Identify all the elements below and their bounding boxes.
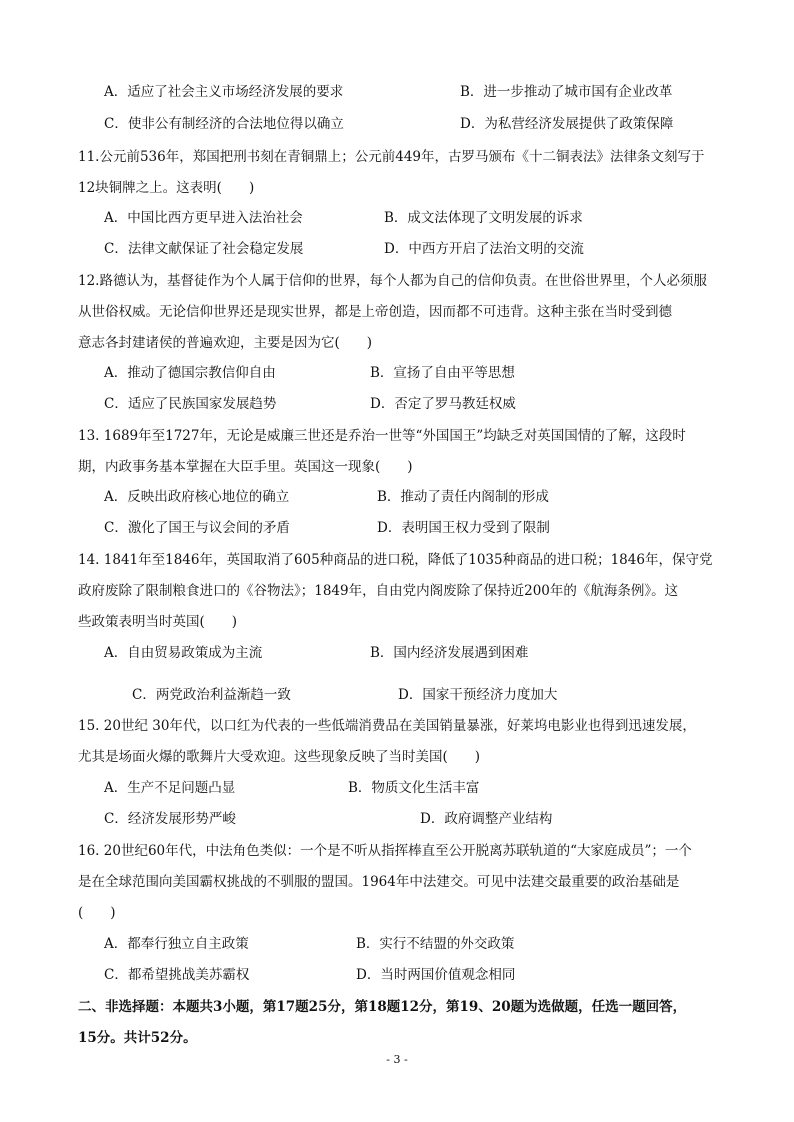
q13-option-b: B．推动了责任内阁制的形成 — [377, 489, 549, 505]
section-heading-line-1: 二、非选择题：本题共3小题，第17题25分，第18题12分，第19、20题为选做题，任选一题回答， — [78, 999, 687, 1015]
q11-option-c: C．法律文献保证了社会稳定发展 — [104, 241, 304, 257]
q16-stem-line-2: 是在全球范围向美国霸权挑战的不驯服的盟国。1964年中法建交。可见中法建交最重要的政治基础是 — [78, 874, 680, 890]
q12-stem-line-3: 意志各封建诸侯的普遍欢迎，主要是因为它( ) — [78, 335, 373, 351]
q15-option-b: B．物质文化生活丰富 — [348, 780, 480, 796]
q16-option-d: D．当时两国价值观念相同 — [356, 967, 516, 983]
q12-stem-line-2: 从世俗权威。无论信仰世界还是现实世界，都是上帝创造，因而都不可违背。这种主张在当时受到德 — [78, 304, 672, 320]
q13-option-d: D．表明国王权力受到了限制 — [377, 520, 550, 536]
q12-option-b: B．宣扬了自由平等思想 — [370, 365, 515, 381]
q13-option-c: C．激化了国王与议会间的矛盾 — [104, 520, 290, 536]
q15-stem-line-1: 15. 20世纪 30年代，以口红为代表的一些低端消费品在美国销量暴涨，好莱坞电影业也得到迅速发展， — [78, 718, 696, 734]
q14-stem-line-1: 14. 1841年至1846年，英国取消了605种商品的进口税，降低了1035种商品的进口税；1846年，保守党 — [78, 552, 713, 568]
q14-stem-line-2: 政府废除了限制粮食进口的《谷物法》；1849年，自由党内阁废除了保持近200年的《航海条例》。这 — [78, 583, 679, 599]
q15-stem-line-2: 尤其是场面火爆的歌舞片大受欢迎。这些现象反映了当时美国( ) — [78, 749, 481, 765]
q12-option-d: D．否定了罗马教廷权威 — [370, 396, 516, 412]
q16-option-a: A．都奉行独立自主政策 — [104, 936, 249, 952]
q15-option-c: C．经济发展形势严峻 — [104, 811, 236, 827]
q12-option-a: A．推动了德国宗教信仰自由 — [104, 365, 276, 381]
q10-option-c: C．使非公有制经济的合法地位得以确立 — [104, 116, 344, 132]
section-heading-line-2: 15分。共计52分。 — [78, 1030, 197, 1046]
q12-option-c: C．适应了民族国家发展趋势 — [104, 396, 277, 412]
q13-stem-line-1: 13. 1689年至1727年，无论是威廉三世还是乔治一世等“外国国王”均缺乏对英国国情的了解，这段时 — [78, 428, 686, 444]
q14-stem-line-3: 些政策表明当时英国( ) — [78, 614, 238, 630]
q16-stem-line-1: 16. 20世纪60年代，中法角色类似：一个是不听从指挥棒直至公开脱离苏联轨道的“大家庭成员”；一个 — [78, 843, 692, 859]
q10-option-d: D．为私营经济发展提供了政策保障 — [460, 116, 674, 132]
q16-option-c: C．都希望挑战美苏霸权 — [104, 967, 250, 983]
q14-option-b: B．国内经济发展遇到困难 — [370, 645, 529, 661]
q11-stem-line-1: 11.公元前536年，郑国把刑书刻在青铜鼎上；公元前449年，古罗马颁布《十二铜表法》法律条文刻写于 — [78, 149, 705, 165]
q11-option-b: B．成文法体现了文明发展的诉求 — [384, 210, 583, 226]
q15-option-a: A．生产不足问题凸显 — [104, 780, 236, 796]
q16-option-b: B．实行不结盟的外交政策 — [356, 936, 515, 952]
q13-option-a: A．反映出政府核心地位的确立 — [104, 489, 290, 505]
q16-stem-line-3: ( ) — [78, 905, 116, 921]
q15-option-d: D．政府调整产业结构 — [420, 811, 553, 827]
q14-option-a: A．自由贸易政策成为主流 — [104, 645, 263, 661]
q14-option-d: D．国家干预经济力度加大 — [398, 687, 558, 703]
q12-stem-line-1: 12.路德认为，基督徒作为个人属于信仰的世界，每个人都为自己的信仰负责。在世俗世界里，个人必须服 — [78, 273, 707, 289]
q13-stem-line-2: 期，内政事务基本掌握在大臣手里。英国这一现象( ) — [78, 459, 413, 475]
q10-option-b: B．进一步推动了城市国有企业改革 — [460, 84, 673, 100]
q10-option-a: A．适应了社会主义市场经济发展的要求 — [104, 84, 344, 100]
q14-option-c: C．两党政治利益渐趋一致 — [132, 687, 291, 703]
page-number: - 3 - — [386, 1053, 408, 1066]
q11-option-a: A．中国比西方更早进入法治社会 — [104, 210, 303, 226]
q11-stem-line-2: 12块铜牌之上。这表明( ) — [78, 180, 255, 196]
q11-option-d: D．中西方开启了法治文明的交流 — [384, 241, 584, 257]
